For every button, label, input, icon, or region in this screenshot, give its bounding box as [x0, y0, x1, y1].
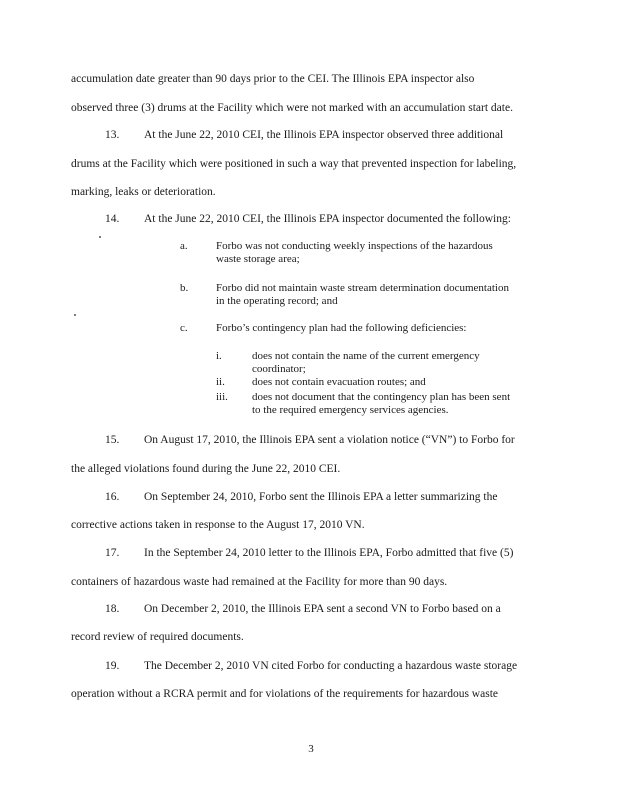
body-line: drums at the Facility which were positioned in such a way that prevented inspection for labeling, [71, 158, 517, 170]
sublist-label: iii. [216, 391, 228, 403]
sublist-item-line: does not contain evacuation routes; and [252, 376, 426, 388]
sublist-label: ii. [216, 376, 225, 388]
body-line: record review of required documents. [71, 631, 244, 643]
list-item-line: in the operating record; and [216, 295, 338, 307]
paragraph-number: 16. [105, 491, 120, 503]
paragraph-number: 17. [105, 547, 120, 559]
body-line: The December 2, 2010 VN cited Forbo for conducting a hazardous waste storage [144, 660, 518, 672]
sublist-item-line: does not document that the contingency plan has been sent [252, 391, 511, 403]
paragraph-number: 18. [105, 603, 120, 615]
body-line: At the June 22, 2010 CEI, the Illinois EPA inspector observed three additional [144, 129, 504, 141]
body-line: On December 2, 2010, the Illinois EPA sent a second VN to Forbo based on a [144, 603, 501, 615]
list-item-line: Forbo’s contingency plan had the following deficiencies: [216, 322, 467, 334]
body-line: In the September 24, 2010 letter to the Illinois EPA, Forbo admitted that five (5) [144, 547, 514, 559]
scan-speck [74, 314, 76, 316]
body-line: corrective actions taken in response to the August 17, 2010 VN. [71, 519, 365, 531]
body-line: On September 24, 2010, Forbo sent the Illinois EPA a letter summarizing the [144, 491, 498, 503]
sublist-item-line: coordinator; [252, 363, 306, 375]
list-label: b. [180, 282, 189, 294]
body-line: accumulation date greater than 90 days prior to the CEI. The Illinois EPA inspector also [71, 73, 475, 85]
scan-speck [99, 236, 101, 238]
body-line: the alleged violations found during the June 22, 2010 CEI. [71, 463, 341, 475]
list-item-line: Forbo was not conducting weekly inspections of the hazardous [216, 240, 493, 252]
list-item-line: waste storage area; [216, 253, 300, 265]
body-line: containers of hazardous waste had remained at the Facility for more than 90 days. [71, 576, 448, 588]
list-label: c. [180, 322, 188, 334]
body-line: marking, leaks or deterioration. [71, 186, 216, 198]
paragraph-number: 19. [105, 660, 120, 672]
body-line: operation without a RCRA permit and for violations of the requirements for hazardous waste [71, 688, 498, 700]
body-line: observed three (3) drums at the Facility which were not marked with an accumulation start date. [71, 102, 513, 114]
sublist-item-line: does not contain the name of the current emergency [252, 350, 480, 362]
sublist-item-line: to the required emergency services agencies. [252, 404, 449, 416]
paragraph-number: 14. [105, 213, 120, 225]
list-item-line: Forbo did not maintain waste stream determination documentation [216, 282, 509, 294]
list-label: a. [180, 240, 188, 252]
sublist-label: i. [216, 350, 222, 362]
body-line: At the June 22, 2010 CEI, the Illinois EPA inspector documented the following: [144, 213, 511, 225]
body-line: On August 17, 2010, the Illinois EPA sent a violation notice (“VN”) to Forbo for [144, 434, 515, 446]
page-number: 3 [308, 743, 314, 755]
paragraph-number: 15. [105, 434, 120, 446]
paragraph-number: 13. [105, 129, 120, 141]
